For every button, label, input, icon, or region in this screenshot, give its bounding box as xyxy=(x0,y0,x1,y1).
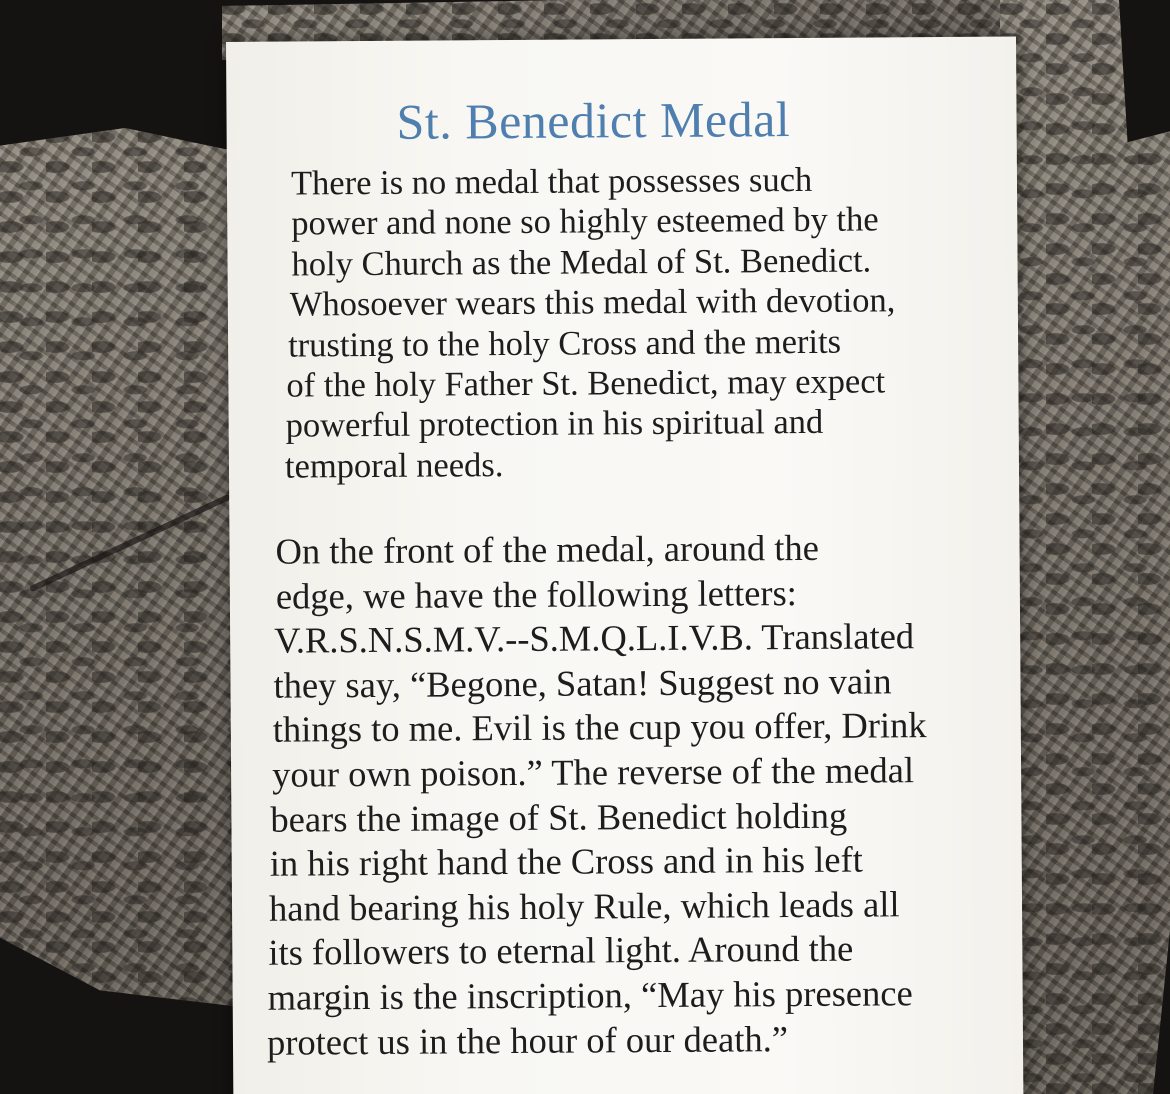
stone-plaque-right xyxy=(1000,0,1170,1094)
text-line: hand bearing his holy Rule, which leads all xyxy=(268,883,900,929)
text-line: margin is the inscription, “May his presence xyxy=(267,972,913,1018)
text-line: things to me. Evil is the cup you offer, Drink xyxy=(272,704,927,751)
paragraph-medal-inscriptions xyxy=(266,525,928,1065)
text-line: trusting to the holy Cross and the merits xyxy=(287,322,842,365)
text-line: powerful protection in his spiritual and xyxy=(285,403,824,446)
prayer-card xyxy=(226,36,1024,1094)
text-line: your own poison.” The reverse of the medal xyxy=(271,749,915,795)
paragraph-medal-power xyxy=(284,159,897,486)
text-line: protect us in the hour of our death.” xyxy=(266,1017,789,1063)
text-line: bears the image of St. Benedict holding xyxy=(270,794,848,840)
text-line: power and none so highly esteemed by the xyxy=(291,200,879,243)
text-line: temporal needs. xyxy=(284,445,504,486)
text-line: of the holy Father St. Benedict, may expect xyxy=(286,362,886,405)
text-line: in his right hand the Cross and in his left xyxy=(269,838,863,884)
text-line: edge, we have the following letters: xyxy=(275,571,797,617)
text-line: Whosoever wears this medal with devotion, xyxy=(289,281,896,324)
text-line: V.R.S.N.S.M.V.--S.M.Q.L.I.V.B. Translated xyxy=(274,615,915,661)
text-line: its followers to eternal light. Around the xyxy=(268,927,854,974)
stone-plaque-left xyxy=(0,128,250,1008)
text-line: holy Church as the Medal of St. Benedict. xyxy=(291,241,872,284)
text-line: On the front of the medal, around the xyxy=(275,526,819,572)
text-line: There is no medal that possesses such xyxy=(290,160,813,203)
card-title: St. Benedict Medal xyxy=(396,91,791,150)
text-line: they say, “Begone, Satan! Suggest no vain xyxy=(273,660,892,706)
